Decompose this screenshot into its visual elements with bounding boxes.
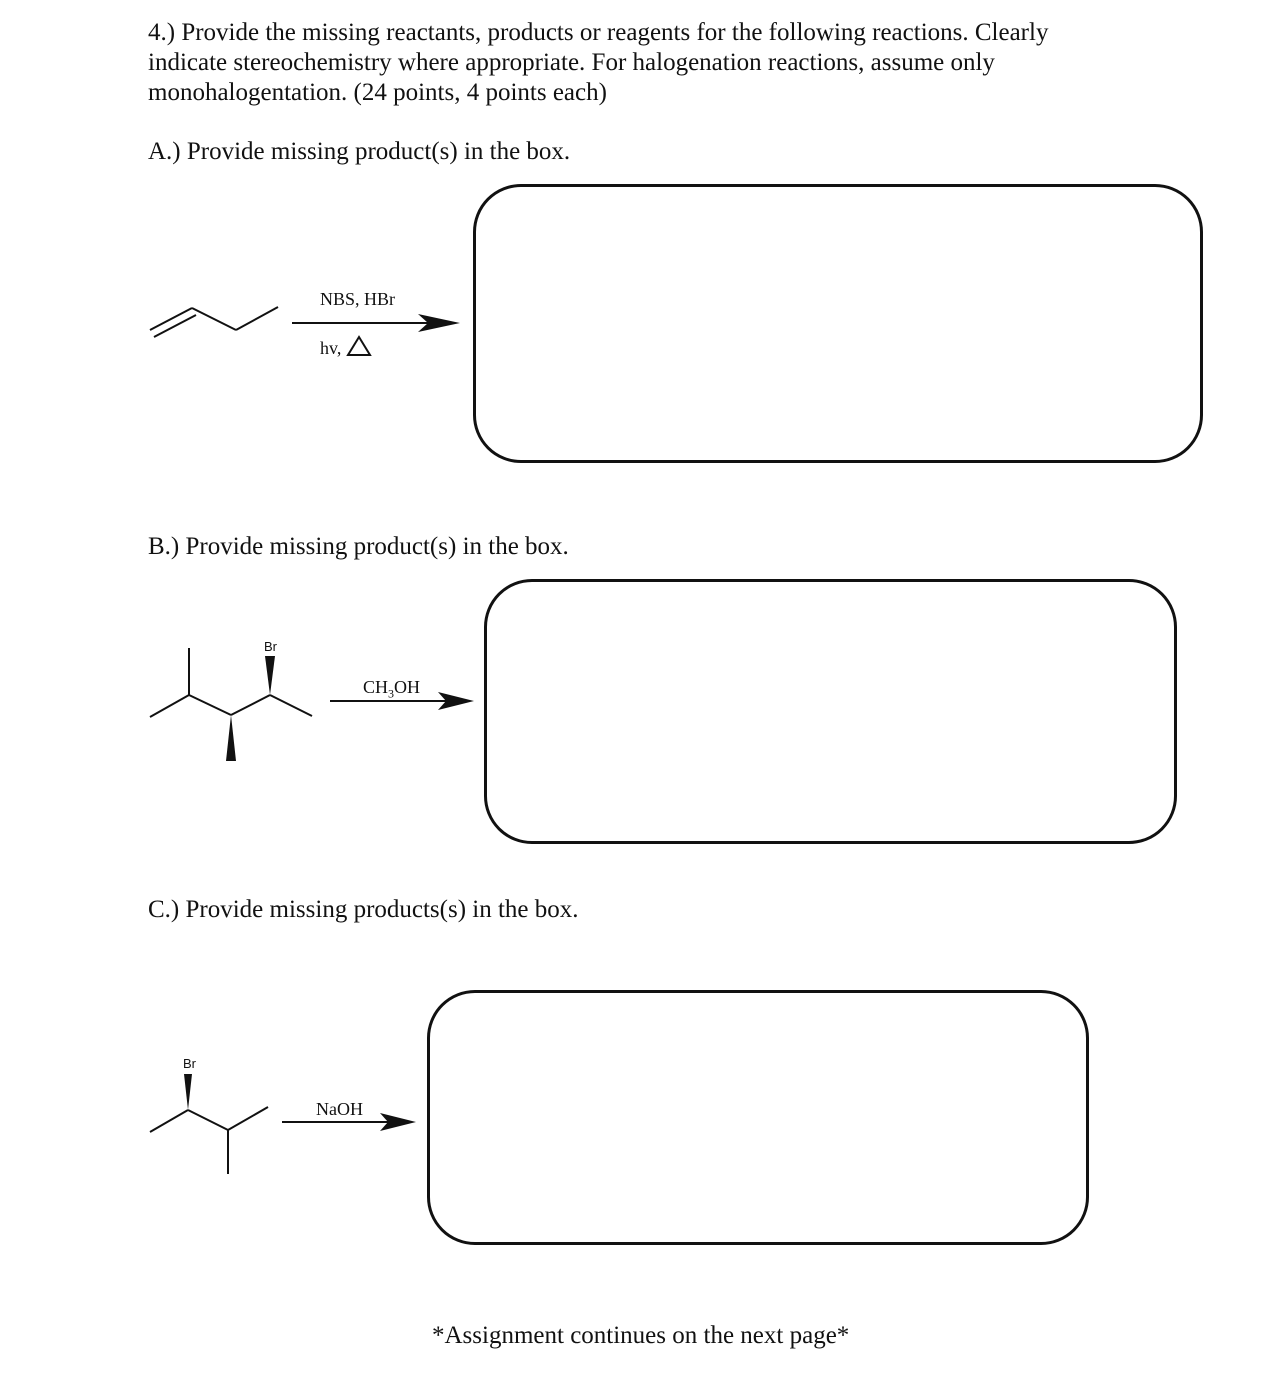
part-c-reactant-structure: [140, 1060, 280, 1180]
part-a-reagent-bottom-text: hv,: [320, 338, 346, 358]
part-c-heading: C.) Provide missing products(s) in the box.: [148, 896, 579, 923]
part-b-heading: B.) Provide missing product(s) in the box.: [148, 533, 569, 560]
question-line-3: monohalogentation. (24 points, 4 points each): [148, 79, 607, 106]
part-b-reactant-structure: [140, 640, 320, 770]
part-b-reagent-subscript: 3: [388, 686, 395, 701]
part-a-reactant-structure: [140, 290, 290, 350]
question-text: [148, 18, 1148, 108]
part-b-br-label: Br: [264, 639, 277, 654]
part-b-reagent-prefix: CH: [363, 677, 389, 697]
part-c-reagent: NaOH: [316, 1099, 363, 1119]
part-c-answer-box[interactable]: [427, 990, 1089, 1245]
part-b-reaction-arrow: [328, 690, 478, 712]
part-a-answer-box[interactable]: [473, 184, 1203, 463]
part-c-br-label: Br: [183, 1056, 196, 1071]
part-a-reaction-arrow: [290, 312, 465, 334]
question-line-1: 4.) Provide the missing reactants, products or reagents for the following reactions. Clearly: [148, 19, 1049, 46]
heat-delta-icon: [346, 335, 372, 357]
part-b-reagent-suffix: OH: [394, 677, 421, 697]
part-b-answer-box[interactable]: [484, 579, 1177, 844]
part-c-reaction-arrow: [280, 1111, 420, 1133]
part-a-reagent-bottom: [320, 335, 372, 359]
question-line-2: indicate stereochemistry where appropriate. For halogenation reactions, assume only: [148, 49, 995, 76]
continuation-note: *Assignment continues on the next page*: [432, 1322, 850, 1349]
part-a-reagent-top: NBS, HBr: [320, 289, 396, 309]
part-a-heading: A.) Provide missing product(s) in the box.: [148, 138, 571, 165]
